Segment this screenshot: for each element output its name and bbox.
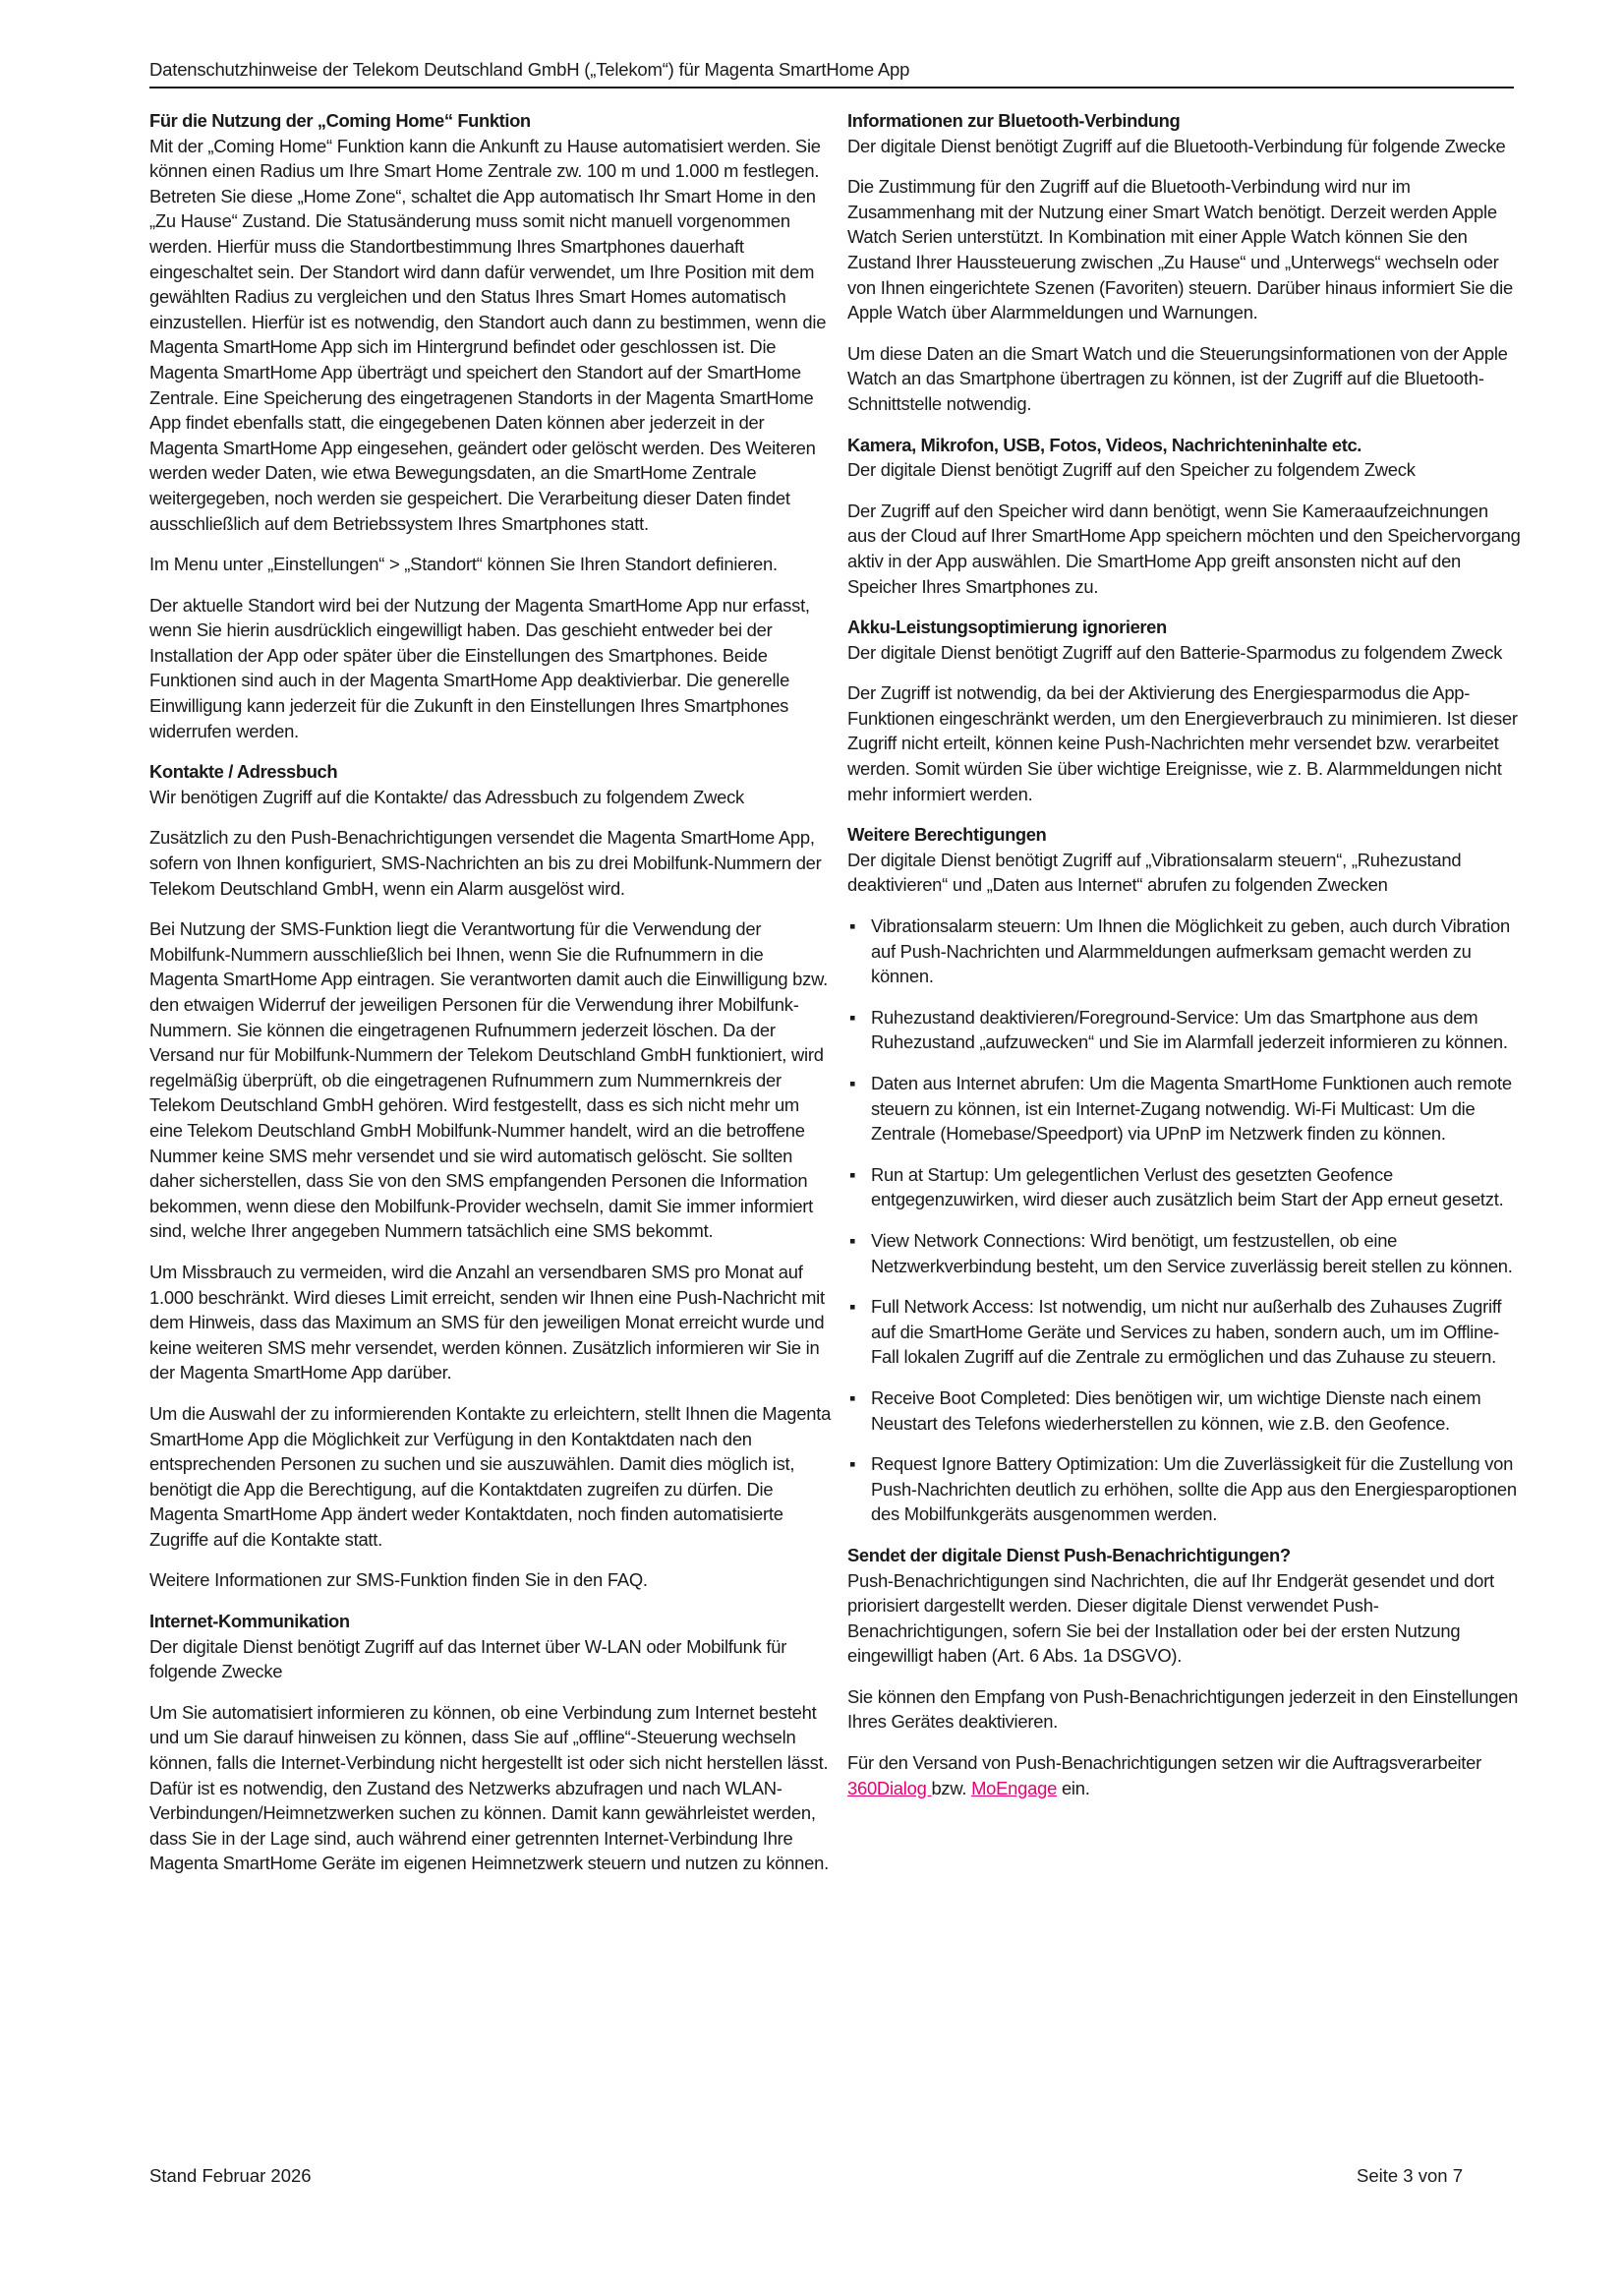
bullet-icon: ▪ [849,1073,856,1093]
list-item-text: View Network Connections: Wird benötigt, um festzustellen, ob eine Netzwerkverbindung besteht, um den Service zuverlässig bereit stellen zu können. [871,1229,1513,1276]
permissions-list [847,913,1521,1527]
section-internet [149,1609,833,1876]
list-item-text: Full Network Access: Ist notwendig, um nicht nur außerhalb des Zuhauses Zugriff auf die SmartHome Geräte und Services zu haben, sondern auch, um im Offline-Fall lokalen Zugriff auf die Zentrale zu ermöglichen und das Zuhause zu steuern. [871,1296,1502,1368]
right-column [847,108,1521,1816]
paragraph: Um die Auswahl der zu informierenden Kontakte zu erleichtern, stellt Ihnen die Magenta SmartHome App die Möglichkeit zur Verfügung in den Kontaktdaten nach den entsprechenden Personen zu suchen und sie auszuwählen. Damit dies möglich ist, benötigt die App die Berechtigung, auf die Kontaktdaten zugreifen zu dürfen. Die Magenta SmartHome App ändert weder Kontaktdaten, noch finden automatisierte Zugriffe auf die Kontakte statt. [149,1402,832,1550]
section-coming-home [149,108,833,743]
paragraph: Der Zugriff ist notwendig, da bei der Aktivierung des Energiesparmodus die App-Funktionen eingeschränkt werden, um den Energieverbrauch zu minimieren. Ist dieser Zugriff nicht erteilt, können keine Push-Nachrichten mehr versendet bzw. verarbeitet werden. Somit würden Sie über wichtige Ereignisse, wie z. B. Alarmmeldungen nicht mehr informiert werden. [847,682,1518,804]
section-heading: Sendet der digitale Dienst Push-Benachrichtigungen? [847,1544,1291,1565]
paragraph: Um Sie automatisiert informieren zu können, ob eine Verbindung zum Internet besteht und um Sie darauf hinweisen zu können, dass Sie auf „offline“-Steuerung wechseln können, falls die Internet-Verbindung nicht hergestellt ist oder sich nicht herstellen lässt. Dafür ist es notwendig, den Zustand des Netzwerks abzufragen und nach WLAN-Verbindungen/Heimnetzwerken suchen zu können. Damit kann gewährleistet werden, dass Sie in der Lage sind, auch während einer getrennten Internet-Verbindung Ihre Magenta SmartHome Geräte im eigenen Heimnetzwerk steuern und nutzen zu können. [149,1701,829,1874]
paragraph: Der Zugriff auf den Speicher wird dann benötigt, wenn Sie Kameraaufzeichnungen aus der Cloud auf Ihrer SmartHome App speichern möchten und den Speichervorgang aktiv in der App auswählen. Die SmartHome App greift ansonsten nicht auf den Speicher Ihres Smartphones zu. [847,500,1521,597]
bullet-icon: ▪ [849,1453,856,1475]
section-lead: Wir benötigen Zugriff auf die Kontakte/ das Adressbuch zu folgendem Zweck [149,786,744,807]
list-item [847,1294,1521,1370]
bullet-icon: ▪ [849,1006,856,1028]
section-further-permissions [847,822,1521,1527]
section-heading: Internet-Kommunikation [149,1611,350,1632]
list-item-text: Daten aus Internet abrufen: Um die Magenta SmartHome Funktionen auch remote steuern zu können, ist ein Internet-Zugang notwendig. Wi-Fi Multicast: Um die Zentrale (Homebase/Speedport) via UPnP im Netzwerk finden zu können. [871,1073,1512,1145]
list-item [847,1162,1521,1212]
list-item-text: Run at Startup: Um gelegentlichen Verlust des gesetzten Geofence entgegenzuwirken, wird dieser auch zusätzlich beim Start der App erneut gesetzt. [871,1163,1504,1210]
paragraph: Der aktuelle Standort wird bei der Nutzung der Magenta SmartHome App nur erfasst, wenn Sie hierin ausdrücklich eingewilligt haben. Das geschieht entweder bei der Installation der App oder später über die Einstellungen des Smartphones. Beide Funktionen sind auch in der Magenta SmartHome App deaktivierbar. Die generelle Einwilligung kann jederzeit für die Zukunft in den Einstellungen Ihres Smartphones widerrufen werden. [149,594,810,741]
section-heading: Akku-Leistungsoptimierung ignorieren [847,617,1167,638]
left-column [149,108,833,1892]
bullet-icon: ▪ [849,1386,856,1408]
section-battery [847,615,1521,806]
link-360dialog[interactable]: 360Dialog [847,1777,932,1798]
section-lead: Der digitale Dienst benötigt Zugriff auf „Vibrationsalarm steuern“, „Ruhezustand deaktivieren“ und „Daten aus Internet“ abrufen zu folgenden Zwecken [847,849,1462,896]
section-heading: Informationen zur Bluetooth-Verbindung [847,110,1181,131]
paragraph: Mit der „Coming Home“ Funktion kann die Ankunft zu Hause automatisiert werden. Sie können einen Radius um Ihre Smart Home Zentrale zw. 100 m und 1.000 m festlegen. Betreten Sie diese „Home Zone“, schaltet die App automatisch Ihr Smart Home in den „Zu Hause“ Zustand. Die Statusänderung muss somit nicht manuell vorgenommen werden. Hierfür muss die Standortbestimmung Ihres Smartphones dauerhaft eingeschaltet sein. Der Standort wird dann dafür verwendet, um Ihre Position mit dem gewählten Radius zu vergleichen und den Status Ihres Smart Homes automatisch einzustellen. Hierfür ist es notwendig, den Standort auch dann zu bestimmen, wenn die Magenta SmartHome App sich im Hintergrund befindet oder geschlossen ist. Die Magenta SmartHome App überträgt und speichert den Standort auf der SmartHome Zentrale. Eine Speicherung des eingetragenen Standorts in der Magenta SmartHome App findet ebenfalls statt, die eingegebenen Daten können aber jederzeit in der Magenta SmartHome App eingesehen, geändert oder gelöscht werden. Des Weiteren werden weder Daten, wie etwa Bewegungsdaten, an die SmartHome Zentrale weitergegeben, noch werden sie gespeichert. Die Verarbeitung dieser Daten findet ausschließlich auf dem Betriebssystem Ihres Smartphones statt. [149,135,827,534]
list-item [847,1385,1521,1436]
section-storage [847,433,1521,600]
processors-paragraph [847,1750,1521,1800]
list-item [847,1451,1521,1527]
bullet-icon: ▪ [849,1229,856,1251]
section-lead: Der digitale Dienst benötigt Zugriff auf die Bluetooth-Verbindung für folgende Zwecke [847,135,1506,156]
section-heading: Kontakte / Adressbuch [149,761,338,783]
footer-date: Stand Februar 2026 [149,2165,312,2186]
section-bluetooth [847,108,1521,417]
footer-page-number: Seite 3 von 7 [1357,2165,1463,2186]
section-lead: Der digitale Dienst benötigt Zugriff auf den Speicher zu folgendem Zweck [847,459,1416,481]
section-lead: Der digitale Dienst benötigt Zugriff auf das Internet über W-LAN oder Mobilfunk für folgende Zwecke [149,1635,787,1682]
processors-suffix: ein. [1057,1777,1090,1798]
list-item-text: Vibrationsalarm steuern: Um Ihnen die Möglichkeit zu geben, auch durch Vibration auf Push-Nachrichten und Alarmmeldungen aufmerksam gemacht werden zu können. [871,915,1510,987]
paragraph: Um Missbrauch zu vermeiden, wird die Anzahl an versendbaren SMS pro Monat auf 1.000 beschränkt. Wird dieses Limit erreicht, senden wir Ihnen eine Push-Nachricht mit dem Hinweis, dass das Maximum an SMS für den jeweiligen Monat erreicht wurde und keine weiteren SMS mehr versendet, werden können. Zusätzlich informieren wir Sie in der Magenta SmartHome App darüber. [149,1261,825,1383]
processors-middle: bzw. [931,1777,972,1798]
section-contacts [149,759,833,1593]
link-moengage[interactable]: MoEngage [971,1777,1058,1798]
list-item [847,1005,1521,1055]
paragraph: Zusätzlich zu den Push-Benachrichtigungen versendet die Magenta SmartHome App, sofern von Ihnen konfiguriert, SMS-Nachrichten an bis zu drei Mobilfunk-Nummern der Telekom Deutschland GmbH, wenn ein Alarm ausgelöst wird. [149,827,822,899]
document-title: Datenschutzhinweise der Telekom Deutschland GmbH („Telekom“) für Magenta SmartHome App [149,59,910,80]
paragraph: Um diese Daten an die Smart Watch und die Steuerungsinformationen von der Apple Watch an das Smartphone übertragen zu können, ist der Zugriff auf die Bluetooth-Schnittstelle notwendig. [847,342,1508,414]
paragraph: Im Menu unter „Einstellungen“ > „Standort“ können Sie Ihren Standort definieren. [149,554,778,575]
paragraph: Sie können den Empfang von Push-Benachrichtigungen jederzeit in den Einstellungen Ihres Gerätes deaktivieren. [847,1685,1519,1733]
bullet-icon: ▪ [849,1296,856,1318]
section-heading: Weitere Berechtigungen [847,824,1047,846]
list-item [847,1071,1521,1147]
section-heading: Kamera, Mikrofon, USB, Fotos, Videos, Nachrichteninhalte etc. [847,434,1362,455]
bullet-icon: ▪ [849,1163,856,1185]
paragraph: Bei Nutzung der SMS-Funktion liegt die Verantwortung für die Verwendung der Mobilfunk-Nummern ausschließlich bei Ihnen, wenn Sie die Rufnummern in die Magenta SmartHome App eintragen. Sie verantworten damit auch die Einwilligung bzw. den etwaigen Widerruf der jeweiligen Personen für die Verwendung ihrer Mobilfunk-Nummern. Sie können die eingetragenen Rufnummern jederzeit löschen. Da der Versand nur für Mobilfunk-Nummern der Telekom Deutschland GmbH funktioniert, wird regelmäßig überprüft, ob die eingetragenen Rufnummern zum Nummernkreis der Telekom Deutschland GmbH gehören. Wird festgestellt, dass es sich nicht mehr um eine Telekom Deutschland GmbH Mobilfunk-Nummer handelt, wird an die betroffene Nummer keine SMS mehr versendet und sie wird automatisch gelöscht. Sie sollten daher sicherstellen, dass Sie von den SMS empfangenden Personen die Information bekommen, wenn diese den Mobilfunk-Provider wechseln, damit Sie immer informiert sind, welche Ihrer angegeben Nummern tatsächlich eine SMS bekommt. [149,918,828,1242]
list-item-text: Request Ignore Battery Optimization: Um die Zuverlässigkeit für die Zustellung von Push-Nachrichten deutlich zu erhöhen, sollte die App aus den Energiesparoptionen des Mobilfunkgeräts ausgenommen werden. [871,1453,1517,1525]
processors-prefix: Für den Versand von Push-Benachrichtigungen setzen wir die Auftragsverarbeiter [847,1752,1481,1774]
list-item [847,913,1521,989]
paragraph: Die Zustimmung für den Zugriff auf die Bluetooth-Verbindung wird nur im Zusammenhang mit der Nutzung einer Smart Watch benötigt. Derzeit werden Apple Watch Serien unterstützt. In Kombination mit einer Apple Watch können Sie den Zustand Ihrer Haussteuerung zwischen „Zu Hause“ und „Unterwegs“ wechseln oder von Ihnen eingerichtete Szenen (Favoriten) steuern. Darüber hinaus informiert Sie die Apple Watch über Alarmmeldungen und Warnungen. [847,176,1513,324]
paragraph: Weitere Informationen zur SMS-Funktion finden Sie in den FAQ. [149,1569,648,1591]
bullet-icon: ▪ [849,915,856,937]
document-header [149,57,1514,88]
list-item [847,1228,1521,1278]
section-push [847,1543,1521,1800]
list-item-text: Ruhezustand deaktivieren/Foreground-Service: Um das Smartphone aus dem Ruhezustand „aufzuwecken“ und Sie im Alarmfall jederzeit informieren zu können. [871,1006,1508,1053]
section-lead: Push-Benachrichtigungen sind Nachrichten, die auf Ihr Endgerät gesendet und dort priorisiert dargestellt werden. Dieser digitale Dienst verwendet Push-Benachrichtigungen, sofern Sie bei der Installation oder bei der ersten Nutzung eingewilligt haben (Art. 6 Abs. 1a DSGVO). [847,1569,1494,1667]
section-lead: Der digitale Dienst benötigt Zugriff auf den Batterie-Sparmodus zu folgendem Zweck [847,641,1503,663]
section-heading: Für die Nutzung der „Coming Home“ Funktion [149,110,531,131]
list-item-text: Receive Boot Completed: Dies benötigen wir, um wichtige Dienste nach einem Neustart des Telefons wiederherstellen zu können, wie z.B. den Geofence. [871,1386,1481,1434]
